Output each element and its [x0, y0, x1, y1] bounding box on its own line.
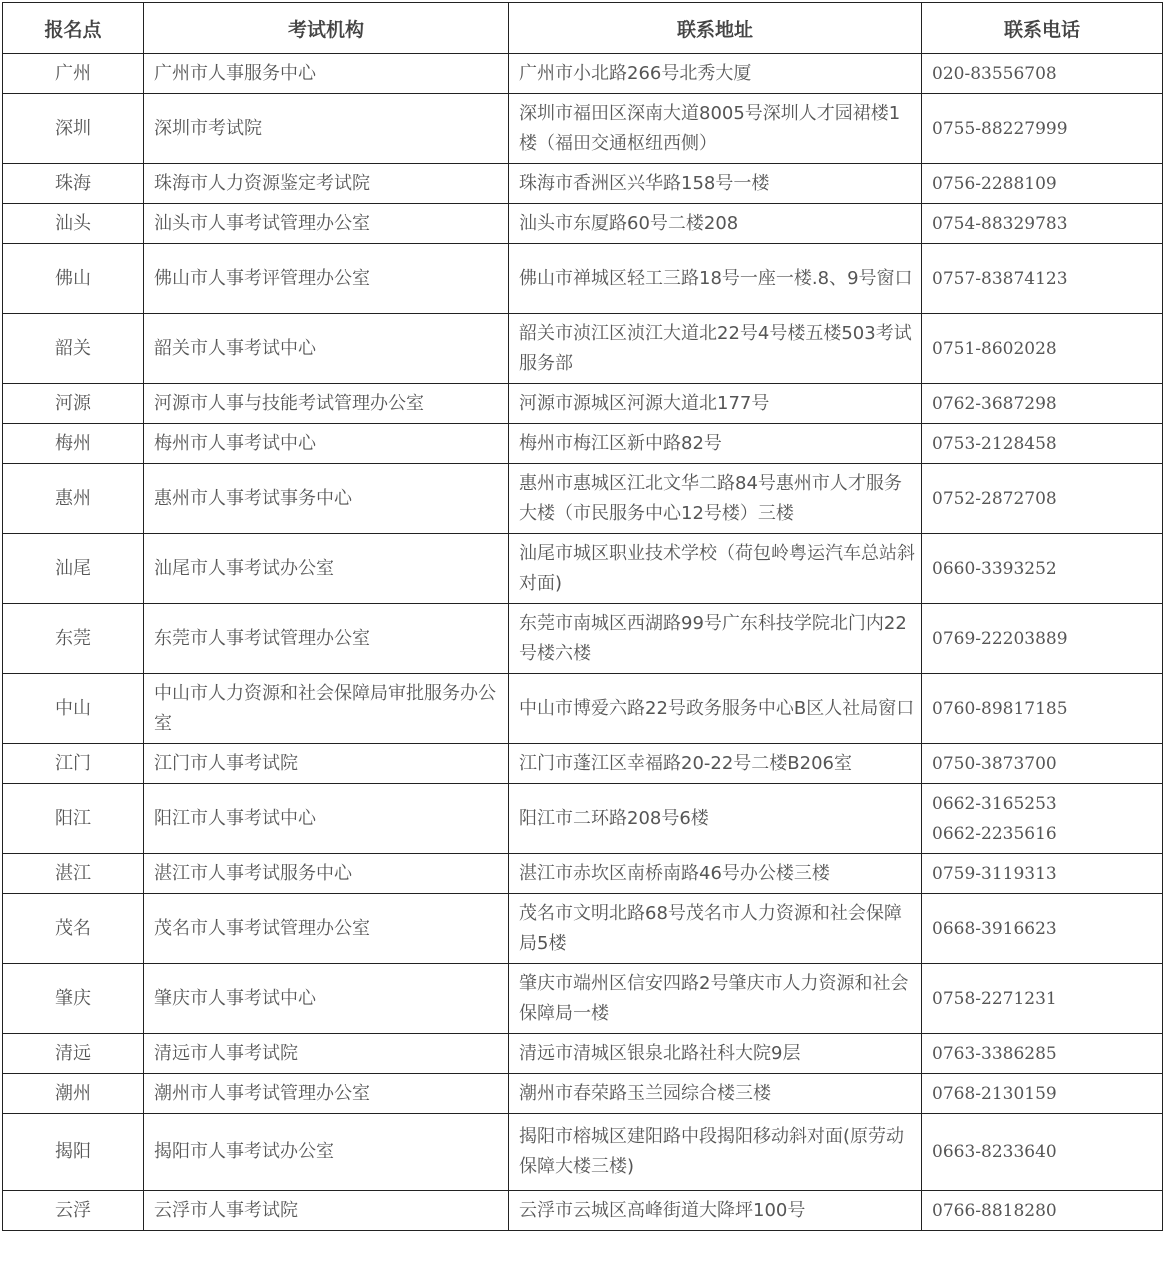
- phone-number: 0763-3386285: [932, 1043, 1057, 1064]
- cell-phone: [922, 964, 1163, 1034]
- table-row: [3, 314, 1163, 384]
- table-row: [3, 1034, 1163, 1074]
- cell-city: 惠州: [3, 464, 144, 534]
- cell-org: 东莞市人事考试管理办公室: [144, 604, 509, 674]
- cell-city: 江门: [3, 744, 144, 784]
- cell-address: 惠州市惠城区江北文华二路84号惠州市人才服务大楼（市民服务中心12号楼）三楼: [509, 464, 922, 534]
- table-row: [3, 1191, 1163, 1231]
- cell-address: 江门市蓬江区幸福路20-22号二楼B206室: [509, 744, 922, 784]
- cell-address: 揭阳市榕城区建阳路中段揭阳移动斜对面(原劳动保障大楼三楼): [509, 1114, 922, 1191]
- phone-number: 0753-2128458: [932, 433, 1057, 454]
- cell-city: 韶关: [3, 314, 144, 384]
- cell-phone: [922, 854, 1163, 894]
- header-phone: 联系电话: [922, 3, 1163, 54]
- table-row: [3, 604, 1163, 674]
- phone-number: 0759-3119313: [932, 863, 1057, 884]
- cell-address: 潮州市春荣路玉兰园综合楼三楼: [509, 1074, 922, 1114]
- phone-number: 0757-83874123: [932, 268, 1068, 289]
- table-row: [3, 894, 1163, 964]
- cell-phone: [922, 1191, 1163, 1231]
- phone-number: 0668-3916623: [932, 918, 1057, 939]
- cell-org: 韶关市人事考试中心: [144, 314, 509, 384]
- cell-org: 揭阳市人事考试办公室: [144, 1114, 509, 1191]
- exam-registration-table: [2, 2, 1163, 1231]
- cell-address: 清远市清城区银泉北路社科大院9层: [509, 1034, 922, 1074]
- cell-phone: [922, 744, 1163, 784]
- phone-number: 0768-2130159: [932, 1083, 1057, 1104]
- cell-address: 梅州市梅江区新中路82号: [509, 424, 922, 464]
- table-row: [3, 204, 1163, 244]
- phone-number: 0755-88227999: [932, 118, 1068, 139]
- phone-number: 0663-8233640: [932, 1142, 1057, 1162]
- cell-org: 广州市人事服务中心: [144, 54, 509, 94]
- cell-phone: [922, 244, 1163, 314]
- cell-address: 河源市源城区河源大道北177号: [509, 384, 922, 424]
- cell-address: 汕尾市城区职业技术学校（荷包岭粤运汽车总站斜对面): [509, 534, 922, 604]
- phone-number: 0660-3393252: [932, 558, 1057, 579]
- cell-phone: [922, 1114, 1163, 1191]
- table-row: [3, 384, 1163, 424]
- phone-number: 020-83556708: [932, 63, 1057, 84]
- cell-org: 阳江市人事考试中心: [144, 784, 509, 854]
- cell-org: 河源市人事与技能考试管理办公室: [144, 384, 509, 424]
- phone-number: 0758-2271231: [932, 988, 1057, 1009]
- cell-city: 茂名: [3, 894, 144, 964]
- cell-org: 佛山市人事考评管理办公室: [144, 244, 509, 314]
- cell-org: 珠海市人力资源鉴定考试院: [144, 164, 509, 204]
- cell-org: 云浮市人事考试院: [144, 1191, 509, 1231]
- header-city: 报名点: [3, 3, 144, 54]
- cell-address: 中山市博爱六路22号政务服务中心B区人社局窗口: [509, 674, 922, 744]
- cell-phone: [922, 674, 1163, 744]
- header-address: 联系地址: [509, 3, 922, 54]
- cell-address: 湛江市赤坎区南桥南路46号办公楼三楼: [509, 854, 922, 894]
- phone-number: 0750-3873700: [932, 753, 1057, 774]
- cell-org: 中山市人力资源和社会保障局审批服务办公室: [144, 674, 509, 744]
- cell-address: 茂名市文明北路68号茂名市人力资源和社会保障局5楼: [509, 894, 922, 964]
- table-row: [3, 464, 1163, 534]
- cell-address: 阳江市二环路208号6楼: [509, 784, 922, 854]
- cell-city: 汕头: [3, 204, 144, 244]
- cell-city: 阳江: [3, 784, 144, 854]
- cell-city: 潮州: [3, 1074, 144, 1114]
- cell-org: 湛江市人事考试服务中心: [144, 854, 509, 894]
- phone-number: 0769-22203889: [932, 628, 1068, 649]
- cell-org: 肇庆市人事考试中心: [144, 964, 509, 1034]
- table-row: [3, 94, 1163, 164]
- cell-city: 东莞: [3, 604, 144, 674]
- cell-phone: [922, 894, 1163, 964]
- cell-phone: [922, 784, 1163, 854]
- table-row: [3, 1074, 1163, 1114]
- cell-city: 揭阳: [3, 1114, 144, 1191]
- table-row: [3, 674, 1163, 744]
- phone-number: 0756-2288109: [932, 173, 1057, 194]
- phone-number: 0752-2872708: [932, 488, 1057, 509]
- phone-number: 0662-3165253: [932, 793, 1057, 814]
- cell-phone: [922, 604, 1163, 674]
- cell-address: 东莞市南城区西湖路99号广东科技学院北门内22号楼六楼: [509, 604, 922, 674]
- cell-city: 珠海: [3, 164, 144, 204]
- cell-org: 江门市人事考试院: [144, 744, 509, 784]
- cell-org: 汕头市人事考试管理办公室: [144, 204, 509, 244]
- table-row: [3, 744, 1163, 784]
- cell-org: 惠州市人事考试事务中心: [144, 464, 509, 534]
- cell-city: 肇庆: [3, 964, 144, 1034]
- cell-city: 云浮: [3, 1191, 144, 1231]
- phone-number: 0662-2235616: [932, 823, 1057, 844]
- cell-address: 深圳市福田区深南大道8005号深圳人才园裙楼1楼（福田交通枢纽西侧）: [509, 94, 922, 164]
- cell-address: 云浮市云城区高峰街道大降坪100号: [509, 1191, 922, 1231]
- cell-city: 广州: [3, 54, 144, 94]
- cell-address: 肇庆市端州区信安四路2号肇庆市人力资源和社会保障局一楼: [509, 964, 922, 1034]
- cell-city: 佛山: [3, 244, 144, 314]
- table-row: [3, 964, 1163, 1034]
- cell-phone: [922, 534, 1163, 604]
- cell-phone: [922, 1034, 1163, 1074]
- cell-phone: [922, 94, 1163, 164]
- table-row: [3, 424, 1163, 464]
- cell-org: 梅州市人事考试中心: [144, 424, 509, 464]
- phone-number: 0754-88329783: [932, 213, 1068, 234]
- table-row: [3, 164, 1163, 204]
- cell-phone: [922, 204, 1163, 244]
- cell-address: 珠海市香洲区兴华路158号一楼: [509, 164, 922, 204]
- cell-city: 汕尾: [3, 534, 144, 604]
- table-header-row: [3, 3, 1163, 54]
- cell-phone: [922, 314, 1163, 384]
- cell-org: 深圳市考试院: [144, 94, 509, 164]
- cell-org: 汕尾市人事考试办公室: [144, 534, 509, 604]
- cell-phone: [922, 384, 1163, 424]
- phone-number: 0762-3687298: [932, 393, 1057, 414]
- cell-phone: [922, 54, 1163, 94]
- header-org: 考试机构: [144, 3, 509, 54]
- table-row: [3, 784, 1163, 854]
- cell-city: 中山: [3, 674, 144, 744]
- cell-city: 梅州: [3, 424, 144, 464]
- cell-org: 茂名市人事考试管理办公室: [144, 894, 509, 964]
- cell-org: 清远市人事考试院: [144, 1034, 509, 1074]
- phone-number: 0760-89817185: [932, 698, 1068, 719]
- cell-city: 湛江: [3, 854, 144, 894]
- cell-phone: [922, 164, 1163, 204]
- table-row: [3, 854, 1163, 894]
- cell-phone: [922, 424, 1163, 464]
- cell-address: 韶关市浈江区浈江大道北22号4号楼五楼503考试服务部: [509, 314, 922, 384]
- table-row: [3, 244, 1163, 314]
- cell-address: 佛山市禅城区轻工三路18号一座一楼.8、9号窗口: [509, 244, 922, 314]
- phone-number: 0766-8818280: [932, 1200, 1057, 1221]
- cell-org: 潮州市人事考试管理办公室: [144, 1074, 509, 1114]
- table-row: [3, 1114, 1163, 1191]
- cell-phone: [922, 1074, 1163, 1114]
- phone-number: 0751-8602028: [932, 338, 1057, 359]
- table-row: [3, 534, 1163, 604]
- cell-city: 河源: [3, 384, 144, 424]
- cell-phone: [922, 464, 1163, 534]
- cell-address: 汕头市东厦路60号二楼208: [509, 204, 922, 244]
- cell-city: 深圳: [3, 94, 144, 164]
- cell-address: 广州市小北路266号北秀大厦: [509, 54, 922, 94]
- cell-city: 清远: [3, 1034, 144, 1074]
- table-row: [3, 54, 1163, 94]
